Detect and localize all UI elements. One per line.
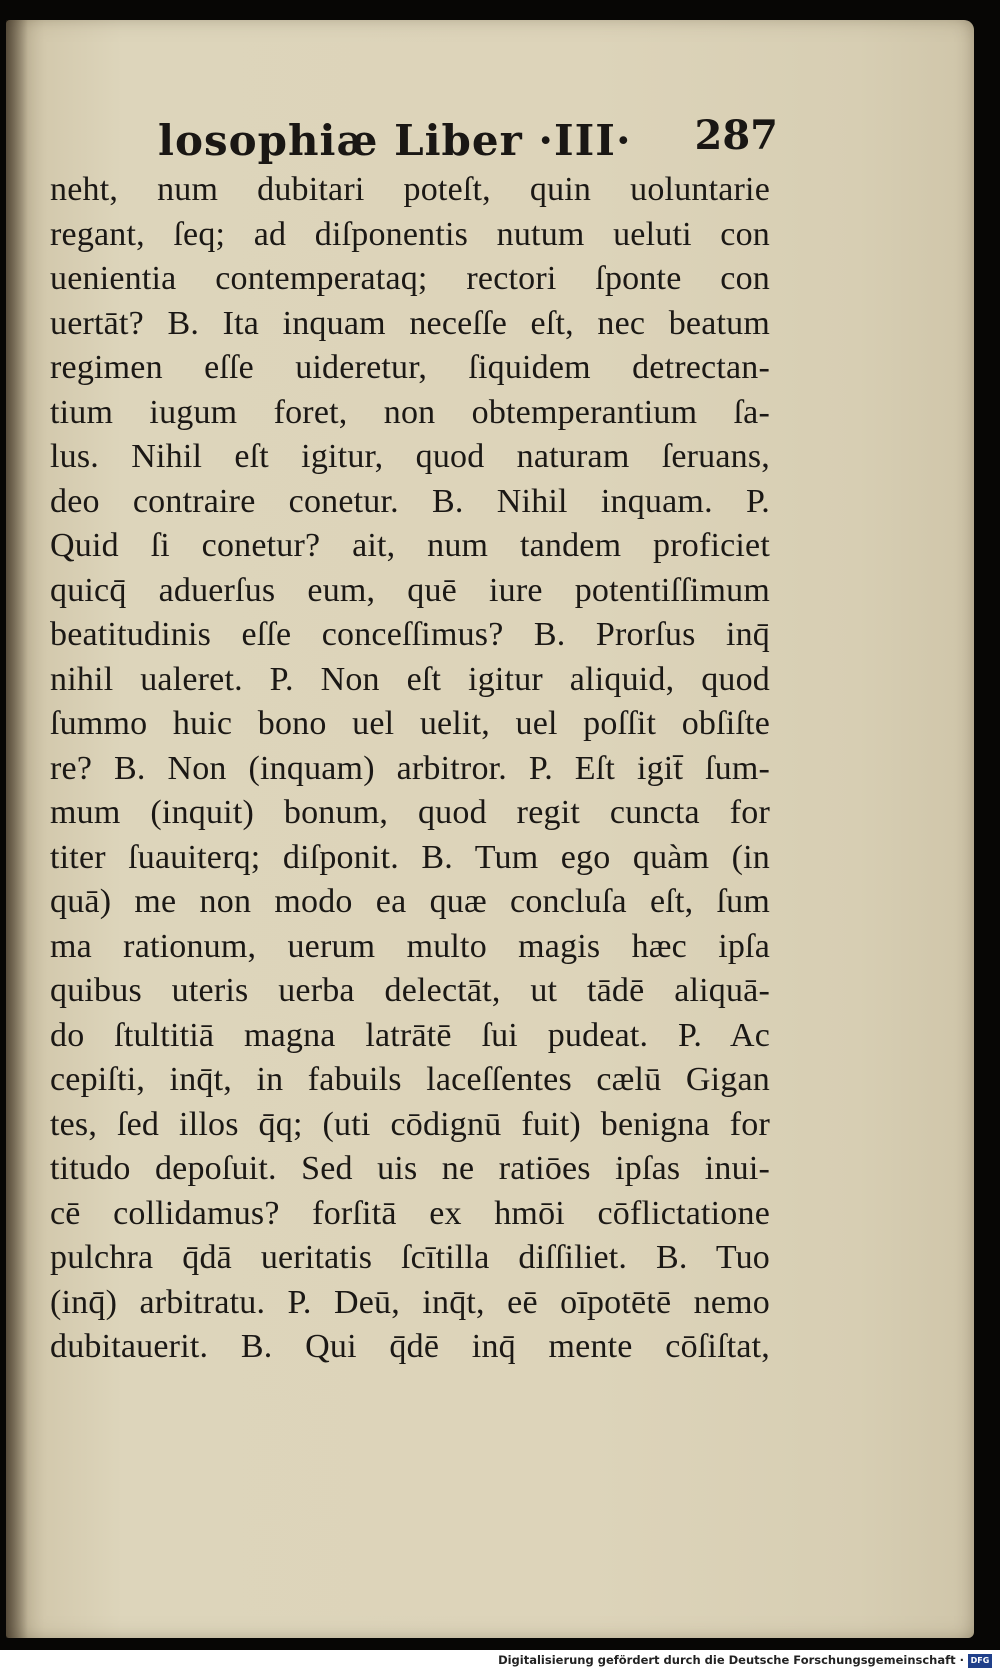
page-number: 287 <box>694 112 778 159</box>
text-line: quā) me non modo ea quæ concluſa eſt, ſum <box>50 883 770 920</box>
text-line: quibus uteris uerba delectāt, ut tādē aliquā- <box>50 972 770 1009</box>
text-line: Quid ſi conetur? ait, num tandem proficiet <box>50 527 770 564</box>
text-line: lus. Nihil eſt igitur, quod naturam ſeruans, <box>50 438 770 475</box>
text-line: neht, num dubitari poteſt, quin uoluntarie <box>50 171 770 208</box>
footer-bar <box>0 1650 1000 1673</box>
text-line: cē collidamus? forſitā ex hmōi cōflictatione <box>50 1194 770 1232</box>
text-line: titudo depoſuit. Sed uis ne ratiōes ipſas inui- <box>50 1150 770 1187</box>
text-line: regimen eſſe uideretur, ſiquidem detrectan- <box>50 349 770 386</box>
text-line: uenientia contemperataq; rectori ſponte con <box>50 260 770 297</box>
text-line: regant, ſeq; ad diſponentis nutum ueluti con <box>50 215 770 253</box>
text-line: re? B. Non (inquam) arbitror. P. Eſt igit̄ ſum- <box>50 749 770 787</box>
digitization-credit: Digitalisierung gefördert durch die Deutsche Forschungsgemeinschaft · <box>498 1653 964 1667</box>
text-line: beatitudinis eſſe conceſſimus? B. Prorſus inq̄ <box>50 616 770 653</box>
body-text <box>50 168 770 1370</box>
text-line: quicq̄ aduerſus eum, quē iure potentiſſimum <box>50 571 770 609</box>
text-line: nihil ualeret. P. Non eſt igitur aliquid, quod <box>50 660 770 698</box>
text-line: mum (inquit) bonum, quod regit cuncta for <box>50 794 770 831</box>
page-header <box>158 112 778 172</box>
text-line: tes, ſed illos q̄q; (uti cōdignū fuit) benigna for <box>50 1105 770 1143</box>
running-title: losophiæ Liber ·III· <box>158 116 632 165</box>
text-line: dubitauerit. B. Qui q̄dē inq̄ mente cōſiſtat, <box>50 1328 770 1365</box>
text-line: pulchra q̄dā ueritatis ſcītilla diſſiliet. B. Tuo <box>50 1239 770 1276</box>
text-line: (inq̄) arbitratu. P. Deū, inq̄t, eē oīpotētē nemo <box>50 1283 770 1321</box>
text-line: ſummo huic bono uel uelit, uel poſſit obſiſte <box>50 705 770 742</box>
text-line: tium iugum foret, non obtemperantium ſa- <box>50 393 770 431</box>
text-line: do ſtultitiā magna latrātē ſui pudeat. P. Ac <box>50 1016 770 1054</box>
text-line: titer ſuauiterq; diſponit. B. Tum ego quàm (in <box>50 838 770 876</box>
text-line: cepiſti, inq̄t, in fabuils laceſſentes cælū Gigan <box>50 1061 770 1098</box>
dfg-logo: DFG <box>968 1654 992 1668</box>
text-line: deo contraire conetur. B. Nihil inquam. P. <box>50 482 770 520</box>
text-line: ma rationum, uerum multo magis hæc ipſa <box>50 927 770 965</box>
text-line: uertāt? B. Ita inquam neceſſe eſt, nec beatum <box>50 304 770 342</box>
